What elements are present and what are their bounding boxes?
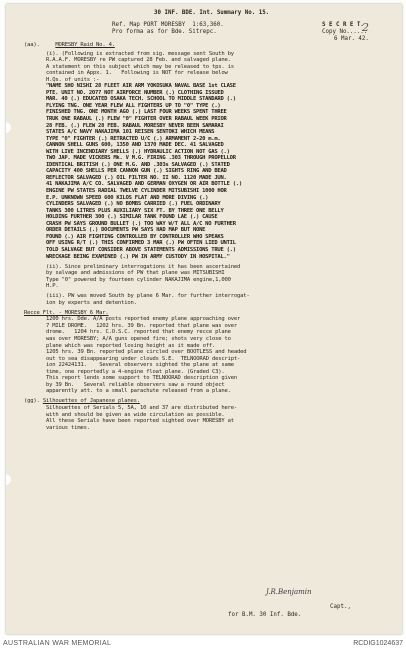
text-line: ion 22424131. Several observers sighted the plane at same <box>46 362 234 369</box>
text-line: (i). (Following is extracted from sig. message sent South by <box>46 50 234 57</box>
copy-number-handwritten: 2 <box>362 21 369 34</box>
text-line: 1200 hrs. Dde. A/A posts reported enemy plane approaching over <box>46 316 241 323</box>
text-line: Silhouettes of Serials 5, 5A, 10 and 37 are distributed here- <box>46 404 238 411</box>
text-line: FOUND (.) AIR FIGHTING CONTROLLED BY CONTROLLER WHO SPEAKS <box>46 233 224 240</box>
text-line: 1205 hrs. 39 Bn. reported plane circled over BOOTLESS and headed <box>46 349 247 356</box>
copy-number: Copy No...... <box>322 29 368 35</box>
text-line: ORDER DETAILS (.) DOCUMENTS PW SAYS HAD MAP BUT NONE <box>46 227 206 234</box>
paragraph-iii <box>24 293 390 306</box>
section-tag: (gg). <box>24 398 40 405</box>
recce-paragraph <box>24 316 390 395</box>
silhouettes-paragraph <box>24 405 390 431</box>
text-line: out to sea disappearing under clouds S.E. TELNOORAD descript- <box>46 355 241 362</box>
paragraph-ii <box>24 264 390 290</box>
punch-hole <box>6 122 11 133</box>
text-line: CRASH PW SAYS GROUND BULLET (.) TOO WAY W/T ALL A/C NO FURTHER <box>46 220 236 227</box>
archive-id: RCDIG1024637 <box>353 640 403 647</box>
text-line: All these Serials have been reported sighted over MORESBY at <box>46 418 234 425</box>
text-line: WITH LIVE INCENDIARY SHELLS (.) HYDRAULIC ACTION NOT GAS (.) <box>46 148 230 155</box>
secret-marking: S E C R E T. <box>322 22 364 28</box>
text-line: (iii). PW was moved South by plane 6 Mar. for further interrogat- <box>46 293 250 300</box>
text-line: (ii). Since preliminary interrogations it has been ascertained <box>46 263 241 270</box>
text-line: various times. <box>46 424 90 431</box>
archive-footer <box>0 636 406 654</box>
text-line: WRECKAGE BEING EXAMINED (.) PW IN ARMY CUSTODY IN HOSPITAL." <box>46 253 230 260</box>
text-line: drome. 1204 hrs. C.O.S.C. reported that enemy recce plane <box>46 329 231 336</box>
punch-hole <box>6 474 11 485</box>
text-line: FINISHED TNG. ONE MONTH AGO (.) LAST FOUR WEEKS SPENT THREE <box>46 109 227 116</box>
text-line: CANNON SHELL GUNS 600, 1350 AND 1370 MADE DEC. 41 SALVAGED <box>46 142 224 149</box>
section-title: MORESBY Raid No. 4. <box>55 42 115 48</box>
text-line: 41 NAKAJIMA A/C CO. SALVAGED AND GERMAN OXYGEN OR AIR BOTTLE (.) <box>46 181 242 188</box>
silhouettes-heading: Silhouettes of Japanese planes. <box>42 398 140 405</box>
text-line: A statement on this subject which may be released to tps. is <box>46 63 234 70</box>
signature: J.R.Benjamin <box>266 588 312 596</box>
text-line: IDENTICAL BRITISH (.) ONE M.G. AND .303s SALVAGED (.) STATED <box>46 161 230 168</box>
text-line: OFF USING R/T (.) THIS CONFIRMED 3 MAR (.) PW OFTEN LIED UNTIL <box>46 240 236 247</box>
text-line: plane which was reported losing height as it made off. <box>46 342 216 349</box>
text-line: H.Qs. of units :- <box>46 76 100 83</box>
summary-date: 6 Mar. 42. <box>334 36 369 42</box>
text-line: time, one reportedly a 4-engine float plane. (Graded C3). <box>46 368 225 375</box>
archive-name: AUSTRALIAN WAR MEMORIAL <box>3 640 112 647</box>
document-page <box>6 4 402 634</box>
signatory-unit: for B.M. 30 Inf. Bde. <box>228 612 302 618</box>
text-line: REFLECTOR SALVAGED (.) OIL FILTER NO. II NO. 1120 MADE JUN. <box>46 174 227 181</box>
text-line: ion by experts and detention. <box>46 299 137 306</box>
text-line: CYLINDERS SALVAGED (.) NO BOMBS CARRIED (.) FUEL ORDINARY <box>46 201 221 208</box>
text-line: with and should be given as wide circulation as possible. <box>46 411 225 418</box>
text-line: TRUK ONE RABAUL (.) FLEW "0" FIGHTER OVER RABAUL WEEK PRIOR <box>46 116 227 123</box>
signal-message <box>24 83 390 260</box>
text-line: CAPACITY 400 SHELLS PER CANNON GUN (.) SIGHTS RING AND BEAD <box>46 168 227 175</box>
text-line: contained in Appx. 1. Following is NOT for release below <box>46 70 228 77</box>
text-line: TOLD SALVAGE BUT CONSIDER ABOVE STATEMENTS ADMISSIONS TRUE (.) <box>46 246 236 253</box>
text-line: "NAME SHO NISHI 28 FLEET AIR ARM YOKOSUKA NAVAL BASE 1st CLASE <box>46 83 236 90</box>
summary-title: 30 INF. BDE. Int. Summary No. 15. <box>154 10 270 16</box>
text-line: PTE. UNIT NO. 2077 NOT AIRFORCE NUMBER (.) CLOTHING ISSUED <box>46 89 224 96</box>
text-line: ENGINE PW STATES RADIAL TWELVE CYLINDER MITSUBISHI 1000 HOR <box>46 188 227 195</box>
text-line: TANKS 300 LITRES PLUS AUXILIARY SIX FT. BY THREE ONE BELLY <box>46 207 224 214</box>
map-reference: Ref. Map PORT MORESBY 1:63,360. <box>112 22 224 28</box>
text-line: 28 FEB. (.) FLEW 28 FEB. RABAUL MORESBY NEVER BEEN SAMARAI <box>46 122 224 129</box>
recce-heading: Recce Flt. - MORESBY 6 Mar. <box>24 309 109 316</box>
pro-forma: Pro forma as for Bde. Sitrepc. <box>112 29 217 35</box>
section-tag: (aa). <box>24 42 40 48</box>
text-line: Type "0" powered by fourteen cylinder NAKAJIMA engine,1,000 <box>46 276 231 283</box>
text-line: R.A.A.F. MORESBY re PW captured 28 Feb. and salvaged plane. <box>46 57 231 64</box>
text-line: FLYING TNG. ONE YEAR FLEW ALL FIGHTERS UP TO "0" TYPE (.) <box>46 102 221 109</box>
text-line: TYPE "0" FIGHTER (.) RETRACTED U/C (.) ARMAMENT 2-20 m.m. <box>46 135 221 142</box>
raid-paragraph <box>24 51 390 84</box>
text-line: HOLDING FURTHER 300 (.) SIMILAR TANK FOUND LAE (.) CAUSE <box>46 214 218 221</box>
text-line: STATES A/C NAVY NAKAJIMA 101 REISEN SENTOKI WHICH MEANS <box>46 129 215 136</box>
text-line: MAR. 40 (.) EDUCATED OSAKA TECH. SCHOOL TO MIDDLE STANDARD (.) <box>46 96 236 103</box>
text-line: by salvage and admissions of PW that plane was MITSUBISHI <box>46 270 225 277</box>
summary-body <box>24 42 390 431</box>
text-line: This report lends some support to TELNOORAD description given <box>46 375 238 382</box>
text-line: 7 MILE DROME. 1202 hrs. 39 Bn. reported that plane was over <box>46 322 238 329</box>
text-line: apparently att. to a small parachute released from a plane. <box>46 388 231 395</box>
text-line: TWO JAP. MADE VICKERS Mk. V M.G. FIRING .303 THROUGH PROPELLOR <box>46 155 236 162</box>
text-line: was over MORESBY; A/A guns opened fire; shots very close to <box>46 336 231 343</box>
text-line: by 39 Bn. Several reliable observers saw a round object <box>46 381 225 388</box>
text-line: E.P. UNKNOWN SPEED 600 KILOS FLAT AND MORE DIVING (.) <box>46 194 209 201</box>
signatory-rank: Capt., <box>330 604 351 610</box>
text-line: H.P. <box>46 283 59 290</box>
